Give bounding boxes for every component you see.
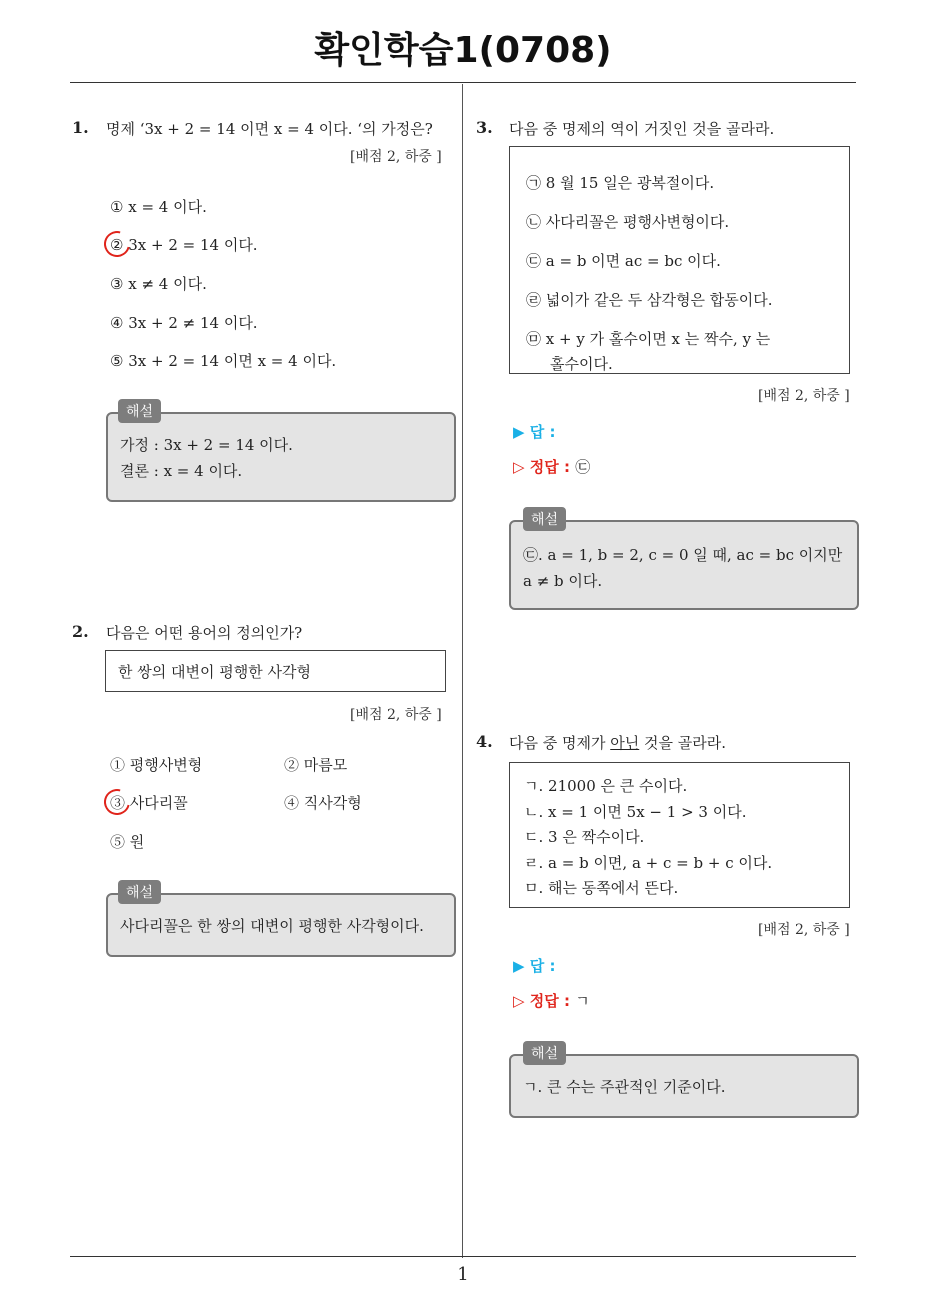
q2-definition-box	[105, 650, 446, 692]
q1-option-1[interactable]: ① x = 4 이다.	[110, 198, 207, 216]
q1-option-5[interactable]: ⑤ 3x + 2 = 14 이면 x = 4 이다.	[110, 352, 337, 370]
q3-item-1: ㉠ 8 월 15 일은 광복절이다.	[526, 174, 715, 192]
q3-item-2: ㉡ 사다리꼴은 평행사변형이다.	[526, 213, 730, 231]
q2-text: 다음은 어떤 용어의 정의인가?	[106, 624, 303, 642]
q4-item-1: ㄱ. 21000 은 큰 수이다.	[524, 777, 688, 795]
q1-explanation-box	[106, 412, 456, 502]
q1-text: 명제 ‘3x + 2 = 14 이면 x = 4 이다. ‘의 가정은?	[106, 120, 433, 138]
q2-explanation-tag: 해설	[118, 880, 161, 904]
q2-option-3[interactable]: ③ 사다리꼴	[110, 794, 188, 812]
q3-text: 다음 중 명제의 역이 거짓인 것을 골라라.	[509, 120, 775, 138]
page-title: 확인학습1(0708)	[314, 30, 612, 71]
q1-meta: [배점 2, 하중 ]	[350, 149, 442, 165]
q2-option-1[interactable]: ① 평행사변형	[110, 756, 203, 774]
q4-item-5: ㅁ. 해는 동쪽에서 뜬다.	[524, 879, 679, 897]
q2-option-5[interactable]: ⑤ 원	[110, 833, 145, 851]
q3-explanation-line-2: a ≠ b 이다.	[523, 572, 603, 590]
q2-explanation-line-1: 사다리꼴은 한 쌍의 대변이 평행한 사각형이다.	[120, 917, 424, 935]
q4-text-part2: 것을 골라라.	[639, 734, 726, 752]
q1-explanation-tag: 해설	[118, 399, 161, 423]
q4-item-4: ㄹ. a = b 이면, a + c = b + c 이다.	[524, 854, 773, 872]
q1-explanation-line-2: 결론 : x = 4 이다.	[120, 462, 243, 480]
q4-explanation-line-1: ㄱ. 큰 수는 주관적인 기준이다.	[523, 1078, 726, 1096]
q2-definition-text: 한 쌍의 대변이 평행한 사각형	[118, 663, 311, 681]
top-rule	[70, 82, 856, 83]
q3-meta: [배점 2, 하중 ]	[758, 388, 850, 404]
q2-meta: [배점 2, 하중 ]	[350, 707, 442, 723]
q3-item-5-cont: 홀수이다.	[550, 355, 613, 373]
q4-text-underline: 아닌	[610, 734, 640, 752]
q4-item-2: ㄴ. x = 1 이면 5x − 1 > 3 이다.	[524, 803, 747, 821]
q4-meta: [배점 2, 하중 ]	[758, 922, 850, 938]
q4-answer-label: ▶ 답 :	[513, 957, 556, 975]
selected-answer-circle	[99, 784, 135, 820]
q3-correct-label: ▷ 정답 :	[513, 458, 570, 476]
column-divider	[462, 84, 463, 1258]
q4-explanation-tag: 해설	[523, 1041, 566, 1065]
page-number: 1	[457, 1264, 469, 1285]
q3-explanation-line-1: ㉢. a = 1, b = 2, c = 0 일 때, ac = bc 이지만	[523, 546, 843, 564]
q4-number: 4.	[476, 732, 493, 751]
q2-option-2[interactable]: ② 마름모	[284, 756, 348, 774]
q3-item-5: ㉤ x + y 가 홀수이면 x 는 짝수, y 는	[526, 330, 771, 348]
q4-text-part1: 다음 중 명제가	[509, 734, 611, 752]
selected-answer-circle	[99, 226, 135, 262]
q3-item-4: ㉣ 넓이가 같은 두 삼각형은 합동이다.	[526, 291, 773, 309]
q1-option-2[interactable]: ② 3x + 2 = 14 이다.	[110, 236, 258, 254]
q3-explanation-box	[509, 520, 859, 610]
q3-statement-box	[509, 146, 850, 374]
q3-correct-value: ㉢	[575, 458, 591, 476]
q1-explanation-line-1: 가정 : 3x + 2 = 14 이다.	[120, 436, 293, 454]
q4-text	[509, 732, 726, 753]
q2-option-4[interactable]: ④ 직사각형	[284, 794, 362, 812]
q4-item-3: ㄷ. 3 은 짝수이다.	[524, 828, 645, 846]
q3-number: 3.	[476, 118, 493, 137]
q4-correct-answer	[513, 990, 590, 1011]
q4-statement-box	[509, 762, 850, 908]
q1-number: 1.	[72, 118, 89, 137]
q3-answer-label: ▶ 답 :	[513, 423, 556, 441]
q1-option-4[interactable]: ④ 3x + 2 ≠ 14 이다.	[110, 314, 258, 332]
q4-correct-label: ▷ 정답 :	[513, 992, 570, 1010]
q4-correct-value: ㄱ	[575, 992, 590, 1010]
q3-item-3: ㉢ a = b 이면 ac = bc 이다.	[526, 252, 721, 270]
q1-option-3[interactable]: ③ x ≠ 4 이다.	[110, 275, 207, 293]
q3-correct-answer	[513, 456, 590, 477]
bottom-rule	[70, 1256, 856, 1257]
q2-number: 2.	[72, 622, 89, 641]
q3-explanation-tag: 해설	[523, 507, 566, 531]
